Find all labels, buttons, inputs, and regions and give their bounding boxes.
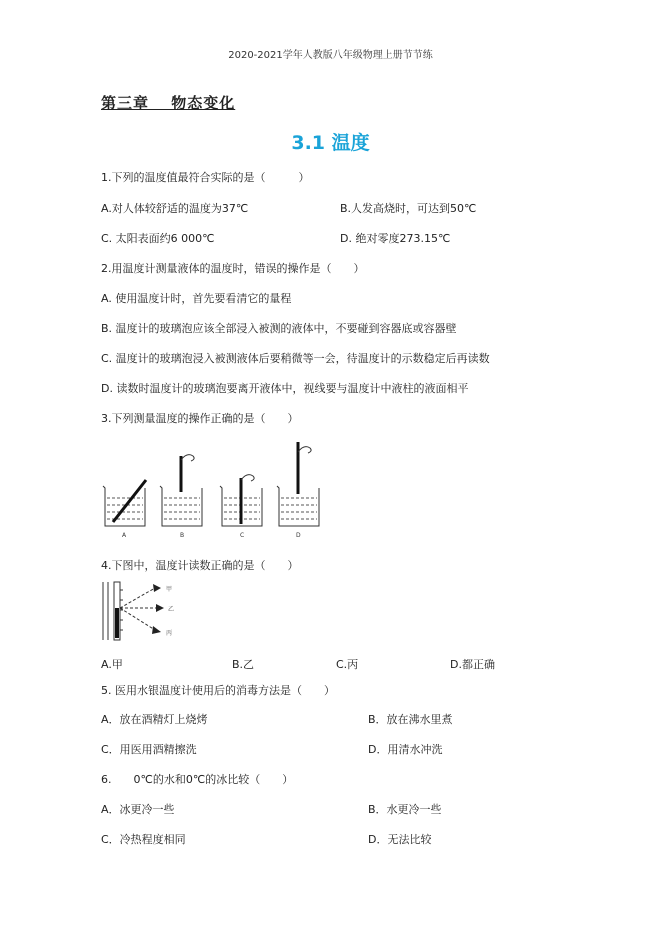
q4-label-bing: 丙 — [166, 630, 173, 637]
q2-option-a: A. 使用温度计时，首先要看清它的量程 — [101, 292, 292, 305]
q4-label-yi: 乙 — [168, 606, 175, 613]
q6-option-a: A．冰更冷一些 — [101, 803, 175, 816]
q1-option-d: D. 绝对零度273.15℃ — [340, 232, 451, 245]
q3-stem: 3.下列测量温度的操作正确的是（ ） — [101, 412, 299, 425]
q6-option-b: B．水更冷一些 — [368, 803, 442, 816]
q2-option-b: B. 温度计的玻璃泡应该全部浸入被测的液体中，不要碰到容器底或容器壁 — [101, 322, 457, 335]
q2-stem: 2.用温度计测量液体的温度时，错误的操作是（ ） — [101, 262, 365, 275]
q5-option-c: C．用医用酒精擦洗 — [101, 743, 197, 756]
page-header: 2020-2021学年人教版八年级物理上册节节练 — [228, 50, 433, 61]
q6-stem: 6. 0℃的水和0℃的冰比较（ ） — [101, 773, 294, 786]
q6-option-c: C．冷热程度相同 — [101, 833, 186, 846]
q4-label-jia: 甲 — [166, 586, 173, 593]
q1-stem: 1.下列的温度值最符合实际的是（ ） — [101, 171, 310, 184]
q5-option-b: B．放在沸水里煮 — [368, 713, 453, 726]
q4-reading-figure — [100, 580, 180, 642]
q4-option-a: A.甲 — [101, 658, 123, 671]
q3-label-c: C — [240, 532, 245, 539]
q3-label-a: A — [122, 532, 127, 539]
q4-option-c: C.丙 — [336, 658, 359, 671]
q4-option-d: D.都正确 — [450, 658, 495, 671]
q4-stem: 4.下图中，温度计读数正确的是（ ） — [101, 559, 299, 572]
q2-option-c: C. 温度计的玻璃泡浸入被测液体后要稍微等一会，待温度计的示数稳定后再读数 — [101, 352, 490, 365]
section-title: 3.1 温度 — [291, 132, 370, 154]
q5-stem: 5. 医用水银温度计使用后的消毒方法是（ ） — [101, 684, 335, 697]
q3-label-b: B — [180, 532, 185, 539]
q6-option-d: D．无法比较 — [368, 833, 432, 846]
chapter-title: 第三章 物态变化 — [101, 94, 236, 112]
q4-option-b: B.乙 — [232, 658, 255, 671]
q1-option-b: B.人发高烧时，可达到50℃ — [340, 202, 477, 215]
q1-option-a: A.对人体较舒适的温度为37℃ — [101, 202, 249, 215]
q1-option-c: C. 太阳表面约6 000℃ — [101, 232, 215, 245]
q2-option-d: D. 读数时温度计的玻璃泡要离开液体中，视线要与温度计中液柱的液面相平 — [101, 382, 469, 395]
q5-option-d: D．用清水冲洗 — [368, 743, 443, 756]
q3-label-d: D — [296, 532, 301, 539]
q3-thermometer-figure — [100, 438, 330, 540]
q5-option-a: A．放在酒精灯上烧烤 — [101, 713, 208, 726]
